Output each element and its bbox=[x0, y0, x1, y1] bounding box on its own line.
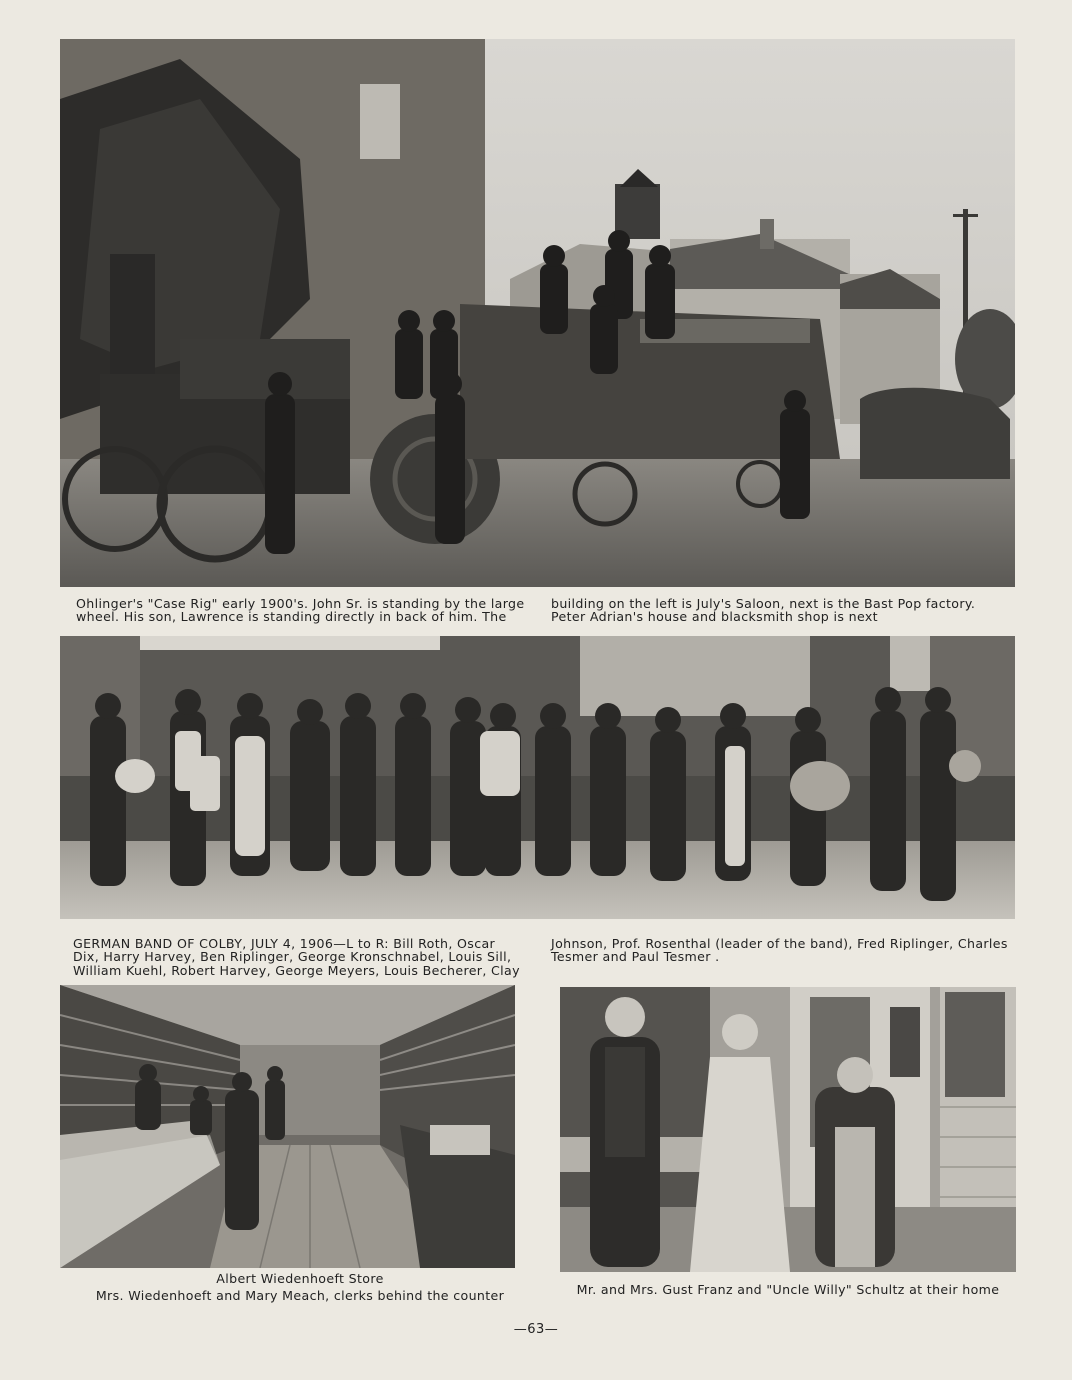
photo-wiedenhoeft-store bbox=[60, 985, 515, 1268]
caption-franz-home bbox=[560, 1283, 1016, 1296]
caption-line: building on the left is July's Saloon, next is the Bast Pop factory. bbox=[551, 596, 976, 611]
caption-store bbox=[60, 1272, 540, 1303]
caption-line: Tesmer and Paul Tesmer . bbox=[551, 949, 720, 965]
caption-line: Mrs. Wiedenhoeft and Mary Meach, clerks behind the counter bbox=[95, 1288, 505, 1304]
caption-line: wheel. His son, Lawrence is standing directly in back of him. The bbox=[76, 609, 507, 625]
caption-line: Albert Wiedenhoeft Store bbox=[216, 1271, 384, 1286]
caption-threshing-rig-part1 bbox=[76, 597, 524, 624]
photo-german-band bbox=[60, 636, 1015, 919]
caption-line: Mr. and Mrs. Gust Franz and "Uncle Willy" Schultz at their home bbox=[576, 1282, 1000, 1297]
page-number: —63— bbox=[513, 1322, 559, 1337]
caption-threshing-rig-part2 bbox=[551, 597, 975, 624]
caption-line: Dix, Harry Harvey, Ben Riplinger, George Kronschnabel, Louis Sill, bbox=[73, 949, 512, 965]
caption-line: GERMAN BAND OF COLBY, JULY 4, 1906—L to R: Bill Roth, Oscar bbox=[73, 936, 496, 951]
caption-german-band-part1 bbox=[73, 937, 520, 977]
caption-line: Peter Adrian's house and blacksmith shop is next bbox=[551, 609, 878, 625]
photo-threshing-rig bbox=[60, 39, 1015, 587]
caption-german-band-part2 bbox=[551, 937, 1008, 964]
caption-line: Ohlinger's "Case Rig" early 1900's. John Sr. is standing by the large bbox=[76, 596, 525, 611]
caption-line: William Kuehl, Robert Harvey, George Meyers, Louis Becherer, Clay bbox=[73, 962, 520, 978]
caption-line: Johnson, Prof. Rosenthal (leader of the band), Fred Riplinger, Charles bbox=[551, 936, 1008, 951]
photo-franz-home bbox=[560, 987, 1016, 1272]
